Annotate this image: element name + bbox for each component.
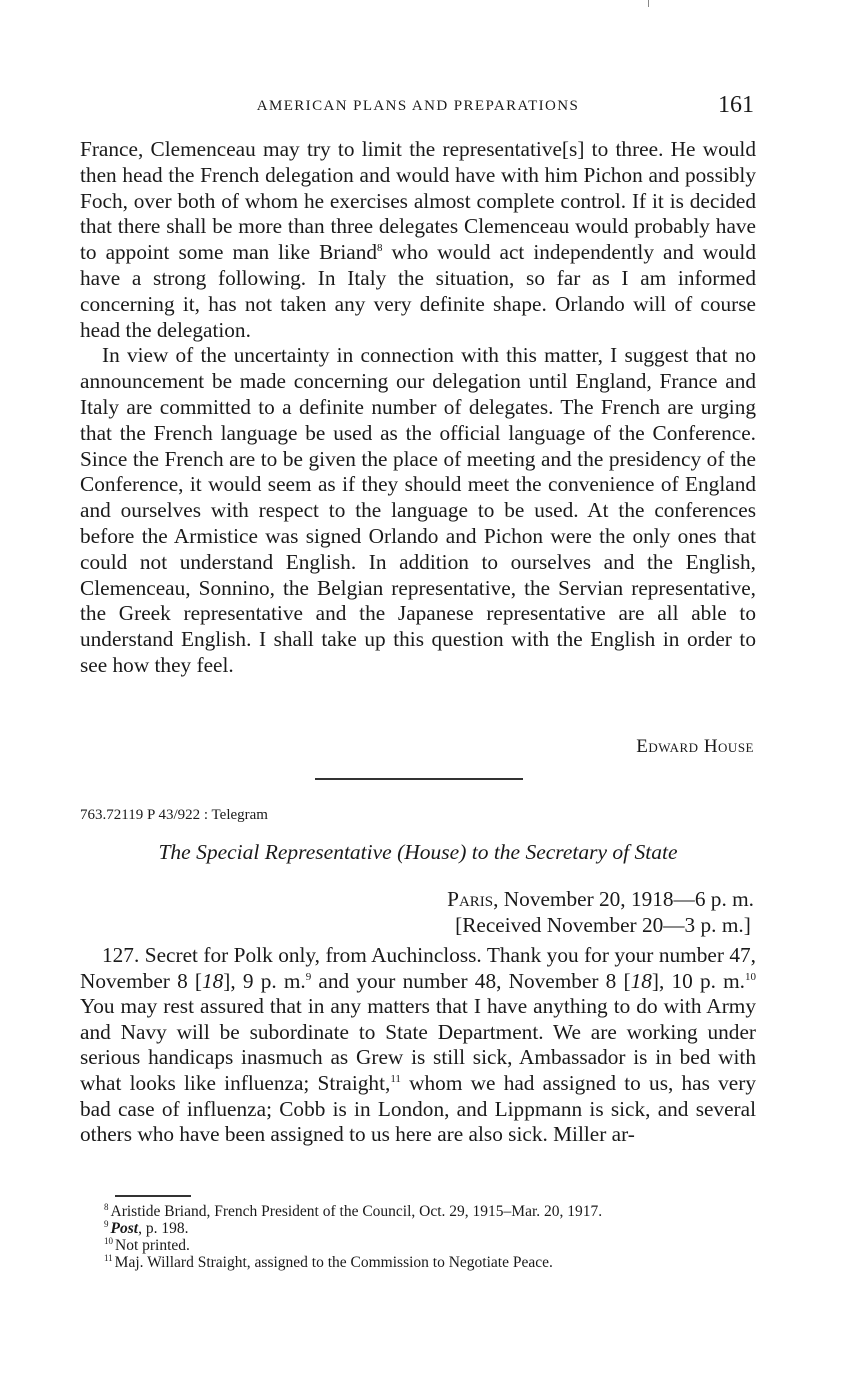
running-title: AMERICAN PLANS AND PREPARATIONS xyxy=(256,98,580,114)
footnote-mark: 11 xyxy=(104,1252,113,1263)
paragraph-text: France, Clemenceau may try to limit the representative[s] to three. He would then head the French delegation and would have with him Pichon and possibly Foch, over both of whom he exercises almost complete control. If it is decided that there shall be more than three delegates Clemenceau would probably have to appoint some man like Briand xyxy=(80,137,756,265)
running-head xyxy=(80,94,756,124)
document-heading xyxy=(80,840,756,865)
paragraph-text: You may rest assured that in any matters that I have anything to do with Army and Navy will be subordinate to State Department. We are working under serious handicaps inasmuch as Grew is still sick, Ambassador is in bed with what looks like influenza; Straight, xyxy=(80,994,756,1095)
dateline-sent xyxy=(447,886,754,912)
dateline-date: , November 20, 1918—6 p. m. xyxy=(493,887,754,911)
footnotes xyxy=(104,1203,764,1271)
paragraph-text: who would act independently and would have a strong following. In Italy the situation, so far as I am informed concerning it, has not taken any very definite shape. Orlando will of course head the delegation. xyxy=(80,240,756,342)
footnote-text: Aristide Briand, French President of the Council, Oct. 29, 1915–Mar. 20, 1917. xyxy=(110,1203,603,1220)
footnote-ref[interactable]: 10 xyxy=(744,970,756,983)
scan-mark xyxy=(648,0,649,7)
paragraph-text: and your number 48, November 8 [ xyxy=(311,968,631,993)
paragraph-text: ], 9 p. m. xyxy=(223,968,306,993)
footnote-mark: 10 xyxy=(104,1235,113,1246)
telegram-body xyxy=(80,943,756,1148)
paragraph: In view of the uncertainty in connection with this matter, I suggest that no announcement be made concerning our delegation until England, France and Italy are committed to a definite number of delegates. The French are urging that the French language be used as the official language of the Conference. Since the French are to be given the place of meeting and the presidency of the Conference, it would seem as if they should meet the convenience of England and ourselves with respect to the language to be used. At the conferences before the Armistice was signed Orlando and Pichon were the only ones that could not understand English. In addition to ourselves and the English, Clemenceau, Sonnino, the Belgian representative, the Servian representative, the Greek representative and the Japanese representative are all able to understand English. I shall take up this question with the English in order to see how they feel. xyxy=(80,343,756,677)
paragraph-text: 127. Secret for Polk only, from Auchincloss. Thank you for your number 47, November 8 [ xyxy=(80,943,756,993)
paragraph xyxy=(80,943,756,1148)
footnote-text: Not printed. xyxy=(115,1237,190,1254)
footnote-text: Maj. Willard Straight, assigned to the Commission to Negotiate Peace. xyxy=(114,1254,553,1271)
footnote-ref[interactable]: 11 xyxy=(390,1072,401,1085)
footnote xyxy=(104,1237,764,1254)
footnote xyxy=(104,1220,764,1237)
paragraph-text: ], 10 p. m. xyxy=(651,968,745,993)
heading-text: The Special Representative ( xyxy=(158,840,405,864)
paragraph-text: whom we had assigned to us, has very bad case of influenza; Cobb is in London, and Lippmann is sick, and several others who have been assigned to us here are also sick. Miller ar- xyxy=(80,1070,756,1147)
footnote-ref[interactable]: 9 xyxy=(305,970,312,983)
section-divider xyxy=(315,778,523,780)
dateline xyxy=(447,886,754,938)
heading-name: House xyxy=(404,840,460,864)
paragraph xyxy=(80,137,756,343)
footnote-link[interactable]: Post xyxy=(110,1220,139,1237)
file-reference: 763.72119 P 43/922 : Telegram xyxy=(80,807,268,823)
footnote-mark: 9 xyxy=(104,1218,109,1229)
footnote-text: , p. 198. xyxy=(138,1220,189,1237)
letter-body xyxy=(80,137,756,679)
page-number: 161 xyxy=(718,92,754,118)
signature-text: Edward House xyxy=(636,736,754,757)
footnote xyxy=(104,1254,764,1271)
dateline-received: [Received November 20—3 p. m.] xyxy=(455,913,751,937)
editorial-insert: 18 xyxy=(630,968,652,993)
dateline-place: Paris xyxy=(447,887,494,911)
footnote xyxy=(104,1203,764,1220)
footnote-divider xyxy=(115,1195,191,1197)
editorial-insert: 18 xyxy=(201,968,224,993)
footnote-ref[interactable]: 8 xyxy=(377,242,383,255)
footnote-mark: 8 xyxy=(104,1201,109,1212)
heading-text: ) to the Secretary of State xyxy=(459,840,678,864)
signature xyxy=(636,736,754,758)
